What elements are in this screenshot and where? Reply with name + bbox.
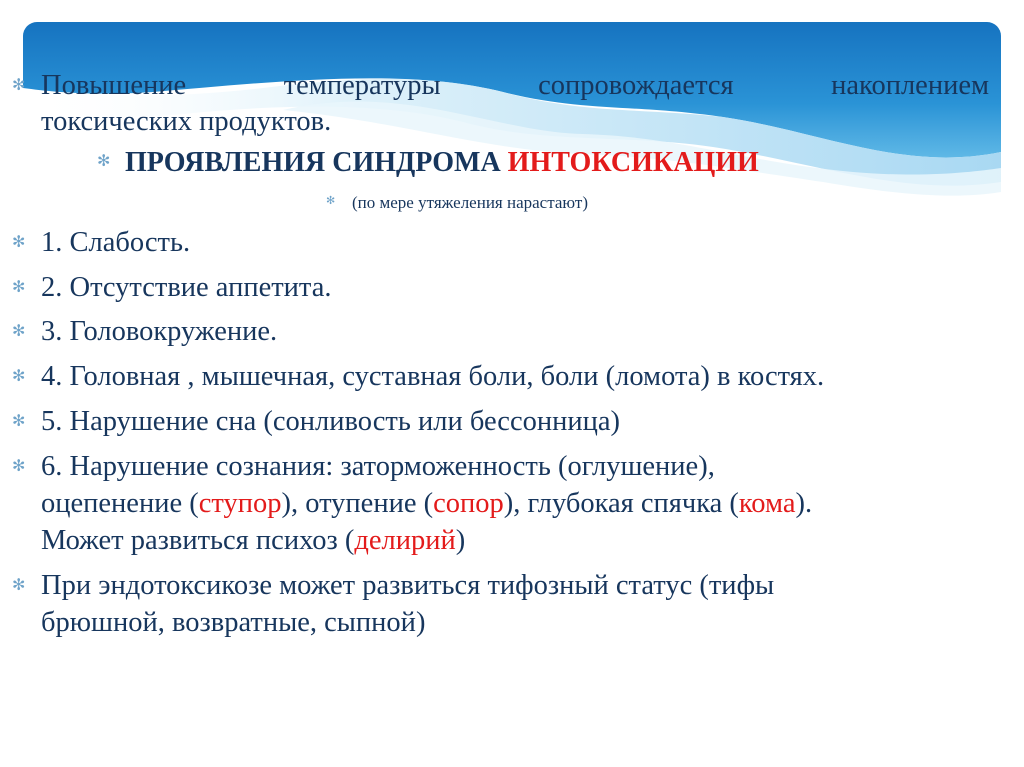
list-item-text: 2. Отсутствие аппетита. [41, 272, 332, 303]
intro-word: накоплением [831, 70, 990, 101]
red-term: сопор [433, 488, 504, 519]
list-item-line: При эндотоксикозе может развиться тифозный статус (тифы [41, 570, 775, 601]
list-item-line: брюшной, возвратные, сыпной) [41, 607, 426, 638]
bullet-icon: ✻ [326, 194, 336, 207]
bullet-icon: ✻ [12, 321, 26, 340]
text-run: Может развиться психоз ( [41, 525, 355, 556]
list-item-line: 6. Нарушение сознания: заторможенность (оглушение), [41, 451, 715, 482]
bullet-icon: ✻ [12, 575, 26, 594]
section-heading [125, 145, 759, 180]
red-term: делирий [354, 525, 456, 556]
bullet-icon: ✻ [12, 456, 26, 475]
intro-line-1 [41, 68, 989, 103]
subheading: (по мере утяжеления нарастают) [352, 193, 588, 212]
intro-word: сопровождается [538, 70, 734, 101]
intro-word: Повышение [41, 70, 187, 101]
bullet-icon: ✻ [97, 151, 111, 170]
bullet-icon: ✻ [12, 366, 26, 385]
bullet-icon: ✻ [12, 411, 26, 430]
heading-red-text: ИНТОКСИКАЦИИ [507, 147, 759, 178]
list-item-text: 3. Головокружение. [41, 316, 278, 347]
text-run: оцепенение ( [41, 488, 199, 519]
intro-line-2: токсических продуктов. [41, 106, 332, 137]
text-run: ). [795, 488, 813, 519]
text-run: ) [455, 525, 466, 556]
bullet-icon: ✻ [12, 232, 26, 251]
list-item-text: 5. Нарушение сна (сонливость или бессонница) [41, 406, 621, 437]
red-term: кома [738, 488, 796, 519]
text-run: ), отупение ( [281, 488, 434, 519]
intro-word: температуры [283, 70, 441, 101]
heading-text: ПРОЯВЛЕНИЯ СИНДРОМА [125, 147, 508, 178]
list-item-line [41, 486, 989, 521]
bullet-icon: ✻ [12, 75, 26, 94]
red-term: ступор [198, 488, 282, 519]
text-run: ), глубокая спячка ( [503, 488, 739, 519]
list-item-line [41, 523, 989, 558]
list-item-text: 4. Головная , мышечная, суставная боли, боли (ломота) в костях. [41, 361, 825, 392]
list-item-text: 1. Слабость. [41, 227, 191, 258]
bullet-icon: ✻ [12, 277, 26, 296]
